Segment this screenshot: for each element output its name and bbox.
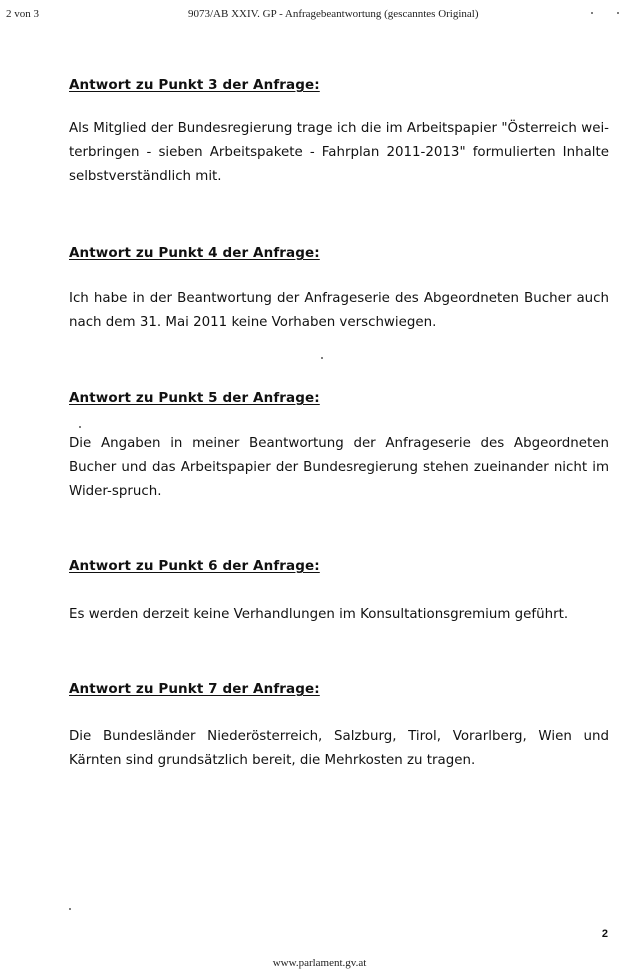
page-number: 2: [601, 928, 608, 940]
page-of-label: 2 von 3: [6, 8, 39, 20]
scan-speck: [79, 426, 81, 428]
scan-speck: [69, 908, 71, 910]
document-reference: 9073/AB XXIV. GP - Anfragebeantwortung (gescanntes Original): [188, 8, 479, 20]
section-6-text: Es werden derzeit keine Verhandlungen im Konsultationsgremium geführt.: [69, 607, 569, 622]
section-3-text: Als Mitglied der Bundesregierung trage ich die im Arbeitspapier "Österreich wei-terbringen - sieben Arbeitspakete - Fahrplan 2011-2013" formulierten Inhalte selbstverständlich mit.: [69, 121, 609, 184]
section-5-heading: Antwort zu Punkt 5 der Anfrage:: [69, 390, 320, 406]
scan-speck: [617, 12, 619, 14]
section-3-heading: Antwort zu Punkt 3 der Anfrage:: [69, 77, 320, 93]
section-4-heading: Antwort zu Punkt 4 der Anfrage:: [69, 245, 320, 261]
section-5-text: Die Angaben in meiner Beantwortung der Anfrageserie des Abgeordneten Bucher und das Arbeitspapier der Bundesregierung stehen zueinander nicht im Wider-spruch.: [69, 436, 609, 499]
scan-speck: [321, 357, 323, 359]
section-7-heading: Antwort zu Punkt 7 der Anfrage:: [69, 681, 320, 697]
section-4-text: Ich habe in der Beantwortung der Anfrageserie des Abgeordneten Bucher auch nach dem 31. Mai 2011 keine Vorhaben verschwiegen.: [69, 291, 609, 330]
footer-url: www.parlament.gv.at: [272, 957, 367, 969]
scan-speck: [591, 12, 593, 14]
section-6-heading: Antwort zu Punkt 6 der Anfrage:: [69, 558, 320, 574]
section-7-text: Die Bundesländer Niederösterreich, Salzburg, Tirol, Vorarlberg, Wien und Kärnten sind grundsätzlich bereit, die Mehrkosten zu tragen.: [69, 729, 609, 768]
